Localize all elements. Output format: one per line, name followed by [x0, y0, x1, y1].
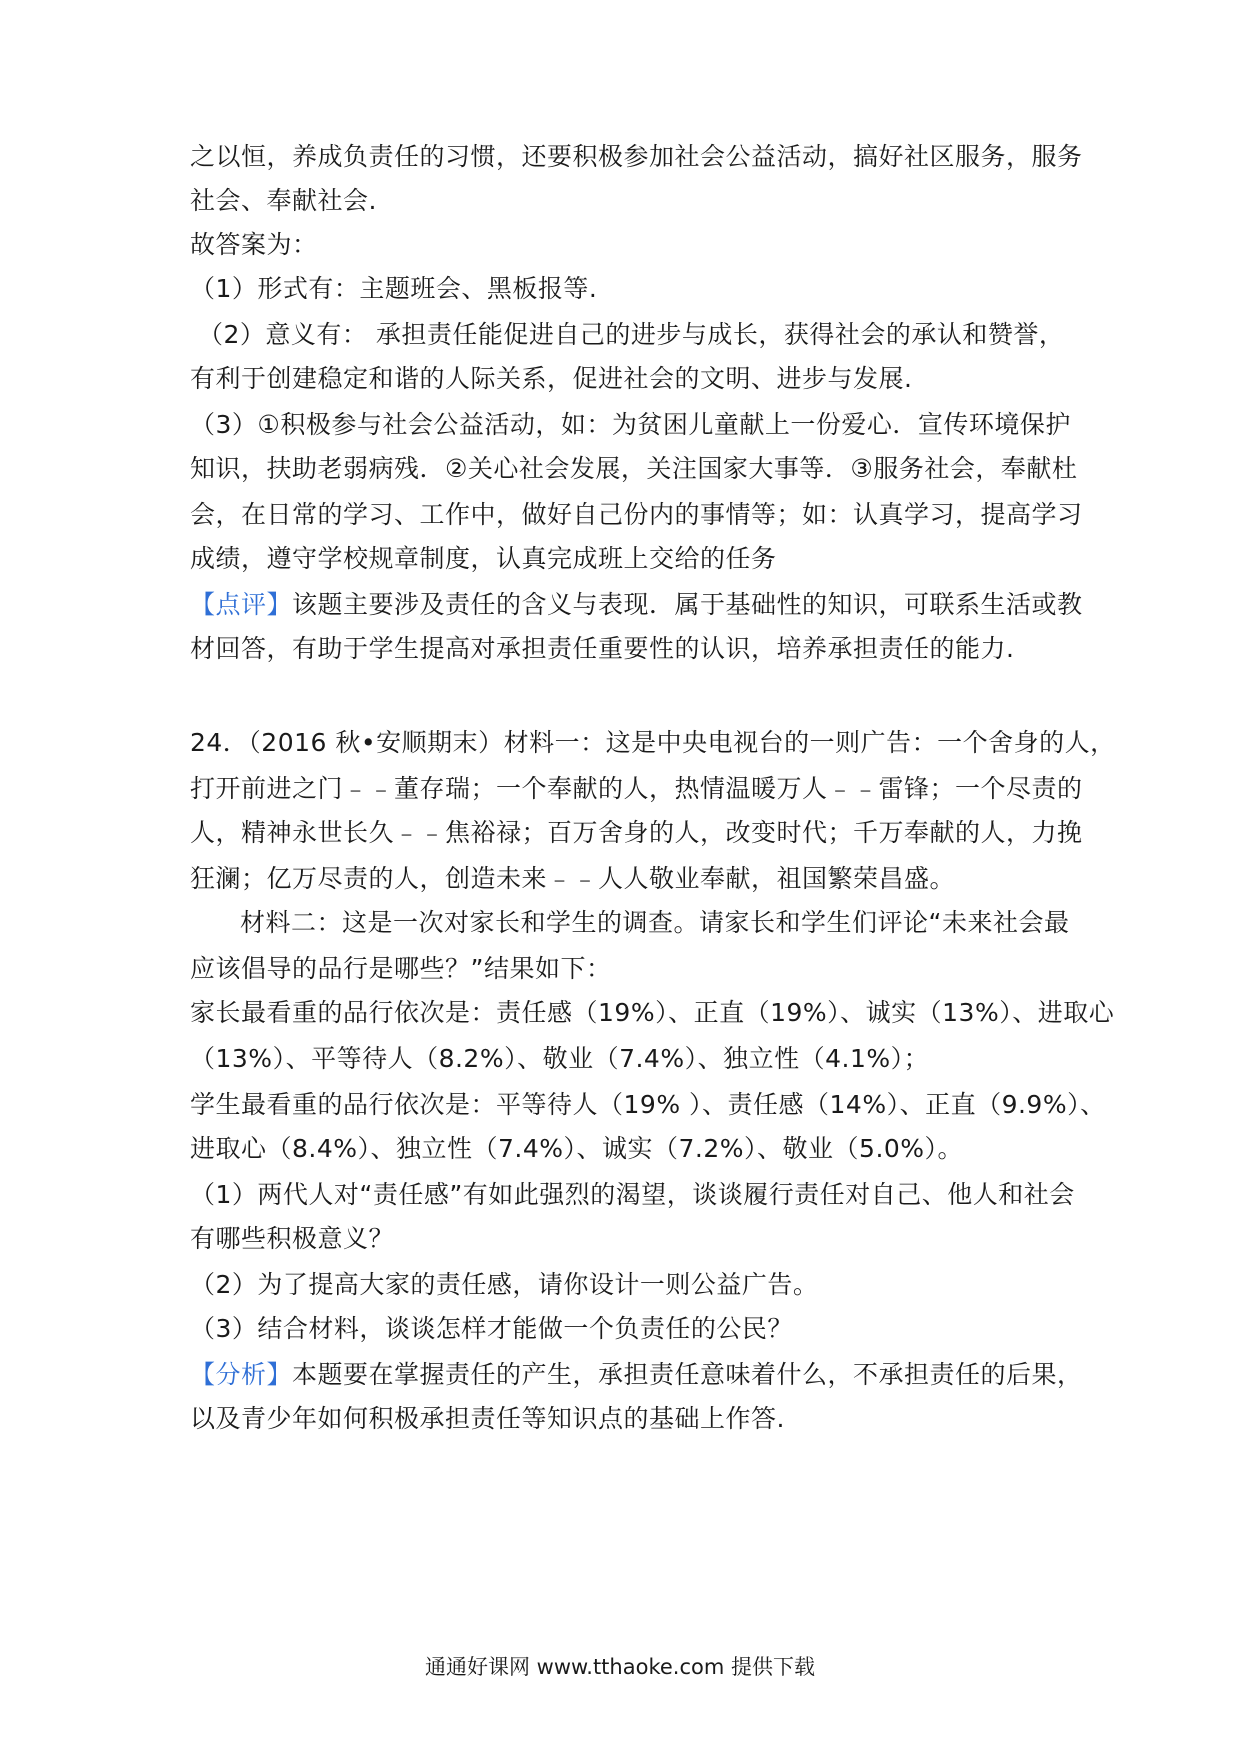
students-survey-line: 学生最看重的品行依次是：平等待人（19% ）、责任感（14%）、正直（9.9%）、 — [190, 1090, 1106, 1119]
analysis-line: 以及青少年如何积极承担责任等知识点的基础上作答. — [190, 1404, 785, 1433]
answer-item-2: （2）意义有： 承担责任能促进自己的进步与成长，获得社会的承认和赞誉， — [198, 320, 1065, 349]
question-line: 人，精神永世长久﹣﹣焦裕禄；百万舍身的人，改变时代；千万奉献的人，力挽 — [190, 818, 1083, 847]
question-line: 狂澜；亿万尽责的人，创造未来﹣﹣人人敬业奉献，祖国繁荣昌盛。 — [190, 864, 956, 893]
subquestion-1-cont: 有哪些积极意义？ — [190, 1224, 395, 1253]
answer-line: 知识，扶助老弱病残．②关心社会发展，关注国家大事等．③服务社会，奉献杜 — [190, 454, 1078, 483]
subquestion-2: （2）为了提高大家的责任感，请你设计一则公益广告。 — [190, 1270, 819, 1299]
answer-line: 有利于创建稳定和谐的人际关系，促进社会的文明、进步与发展. — [190, 364, 913, 393]
subquestion-1: （1）两代人对“责任感”有如此强烈的渴望，谈谈履行责任对自己、他人和社会 — [190, 1180, 1075, 1209]
answer-item-3: （3）①积极参与社会公益活动，如：为贫困儿童献上一份爱心．宣传环境保护 — [190, 410, 1071, 439]
page-footer: 通通好课网 www.tthaoke.com 提供下载 — [425, 1655, 815, 1679]
analysis-line — [190, 1358, 1083, 1392]
material-two-line: 材料二：这是一次对家长和学生的调查。请家长和学生们评论“未来社会最 — [240, 908, 1070, 937]
answer-item-1: （1）形式有：主题班会、黑板报等. — [190, 274, 598, 303]
parents-survey-line: （13%）、平等待人（8.2%）、敬业（7.4%）、独立性（4.1%）； — [190, 1044, 930, 1073]
answer-line: 会，在日常的学习、工作中，做好自己份内的事情等；如：认真学习，提高学习 — [190, 500, 1083, 529]
answer-line: 社会、奉献社会. — [190, 186, 377, 215]
comment-tag: 【点评】 — [190, 590, 293, 619]
students-survey-line: 进取心（8.4%）、独立性（7.4%）、诚实（7.2%）、敬业（5.0%）。 — [190, 1134, 964, 1163]
analysis-text: 本题要在掌握责任的产生，承担责任意味着什么，不承担责任的后果， — [292, 1360, 1083, 1389]
comment-text: 该题主要涉及责任的含义与表现．属于基础性的知识，可联系生活或教 — [292, 590, 1083, 619]
question-title: 24．（2016 秋•安顺期末）材料一：这是中央电视台的一则广告：一个舍身的人， — [190, 728, 1116, 757]
answer-line: 成绩，遵守学校规章制度，认真完成班上交给的任务 — [190, 544, 777, 573]
answer-line: 之以恒，养成负责任的习惯，还要积极参加社会公益活动，搞好社区服务，服务 — [190, 142, 1083, 171]
comment-line — [190, 588, 1083, 622]
answer-heading: 故答案为： — [190, 230, 318, 259]
parents-survey-line: 家长最看重的品行依次是：责任感（19%）、正直（19%）、诚实（13%）、进取心 — [190, 998, 1115, 1027]
subquestion-3: （3）结合材料，谈谈怎样才能做一个负责任的公民？ — [190, 1314, 793, 1343]
comment-line: 材回答，有助于学生提高对承担责任重要性的认识，培养承担责任的能力. — [190, 634, 1015, 663]
analysis-tag: 【分析】 — [190, 1360, 293, 1389]
question-line: 应该倡导的品行是哪些？”结果如下： — [190, 954, 612, 983]
question-line: 打开前进之门﹣﹣董存瑞；一个奉献的人，热情温暖万人﹣﹣雷锋；一个尽责的 — [190, 774, 1083, 803]
